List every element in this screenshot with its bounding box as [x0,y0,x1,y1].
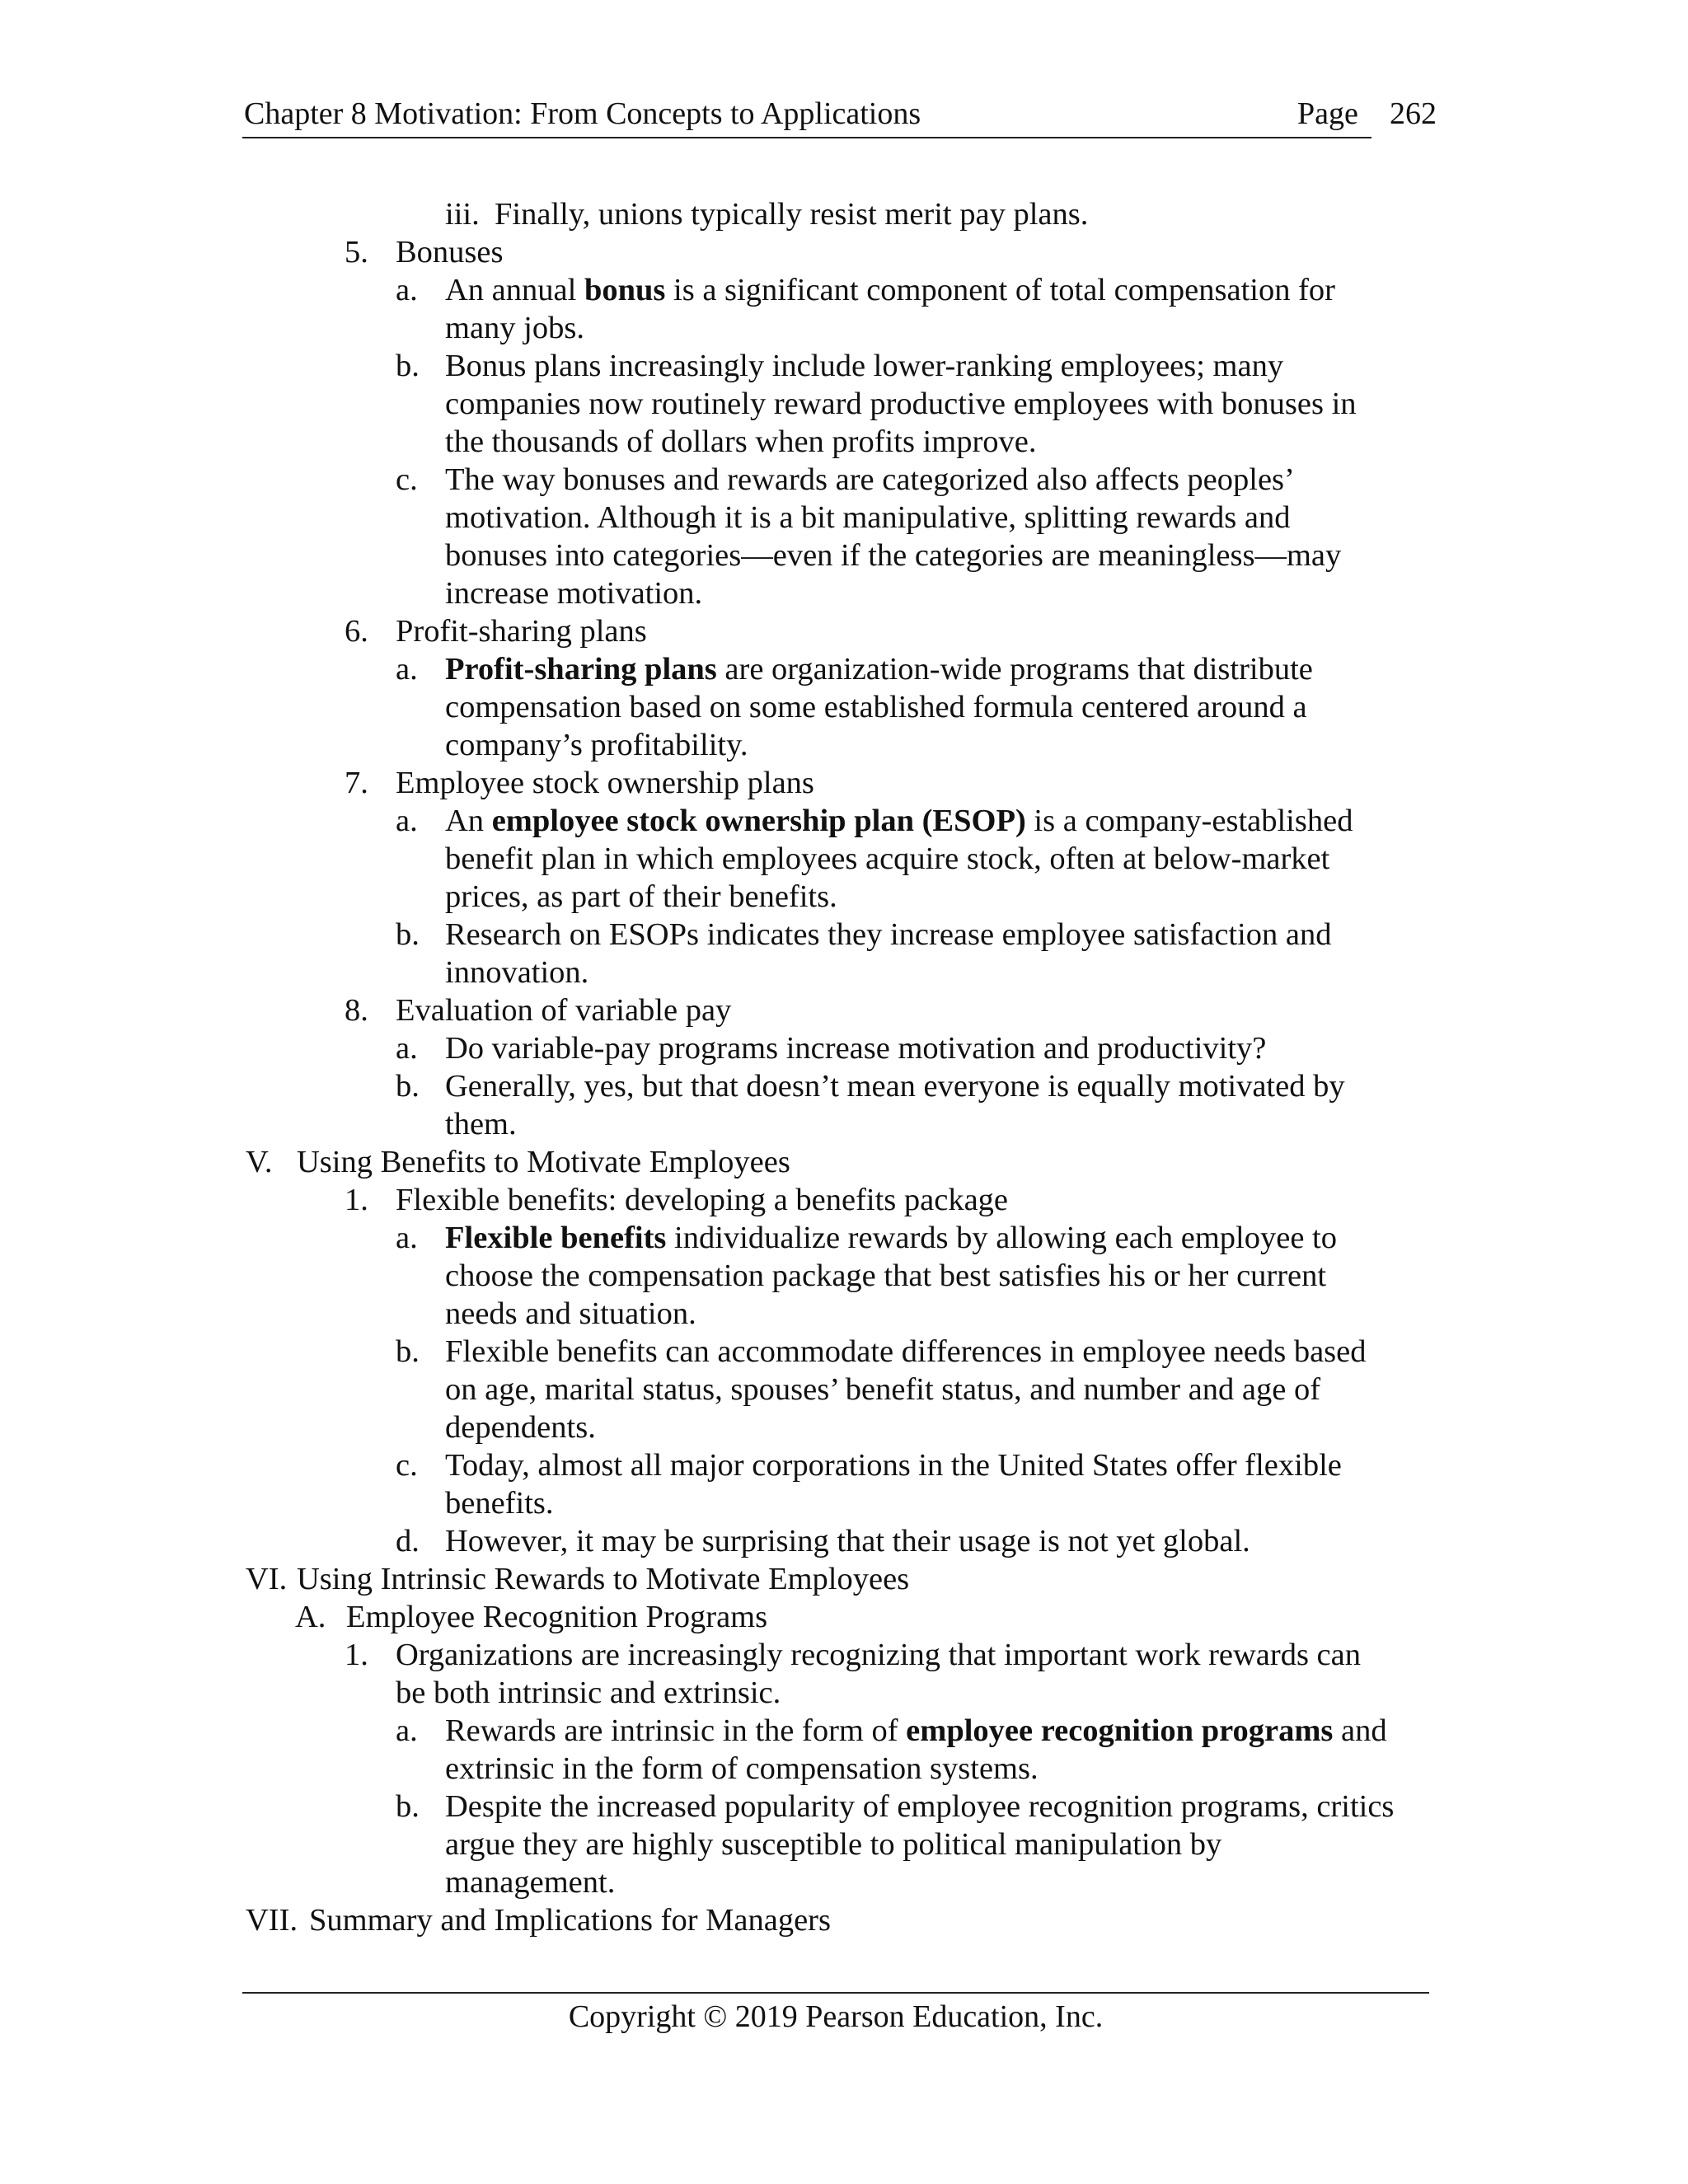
text-segment: the thousands of dollars when profits improve. [445,424,1037,459]
outline-text [445,1408,596,1446]
outline-text [396,1674,781,1712]
text-segment: Flexible benefits: developing a benefits package [396,1183,1009,1217]
outline-line [0,840,1688,878]
outline-marker: b. [396,1334,420,1369]
text-segment: Summary and Implications for Managers [309,1903,831,1938]
outline-text [445,347,1283,385]
text-segment: benefits. [445,1486,554,1521]
outline-text [445,1333,1366,1371]
outline-marker: 5. [345,235,368,269]
text-segment: companies now routinely reward productive employees with bonuses in [445,387,1357,421]
text-segment: be both intrinsic and extrinsic. [396,1675,781,1710]
outline-body [0,195,1688,1939]
outline-line [0,1408,1688,1446]
outline-marker: a. [396,1221,418,1255]
footer-divider [242,1992,1429,1994]
outline-line [0,423,1688,461]
outline-marker: 7. [345,766,368,800]
outline-text [445,1522,1250,1560]
text-segment: Finally, unions typically resist merit pay plans. [495,197,1089,232]
outline-text [445,1863,615,1901]
text-segment: management. [445,1865,616,1900]
outline-line [0,726,1688,764]
outline-text [297,1560,909,1598]
outline-line [0,1219,1688,1257]
outline-text [445,1257,1326,1295]
outline-marker: VII. [246,1903,298,1938]
outline-text [445,461,1295,499]
text-segment: company’s profitability. [445,728,748,762]
outline-line [0,1371,1688,1408]
text-segment: increase motivation. [445,576,703,611]
outline-text [445,1446,1342,1484]
bold-term: bonus [584,273,666,307]
outline-text [445,309,584,347]
outline-line [0,1598,1688,1636]
outline-marker: a. [396,804,418,838]
text-segment: individualize rewards by allowing each employee to [666,1221,1337,1255]
outline-text [445,271,1335,309]
outline-text [445,688,1307,726]
text-segment: Bonuses [396,235,504,269]
bold-term: Flexible benefits [445,1221,667,1255]
text-segment: many jobs. [445,311,584,345]
outline-marker: VI. [246,1562,288,1596]
outline-marker: b. [396,917,420,952]
text-segment: Today, almost all major corporations in the United States offer flexible [445,1448,1342,1483]
outline-text [445,1371,1320,1408]
outline-marker: b. [396,349,420,383]
outline-text [445,1484,554,1522]
outline-line [0,1446,1688,1484]
outline-line [0,1333,1688,1371]
outline-text [445,499,1290,537]
bold-term: Profit-sharing plans [445,652,717,687]
outline-text [445,537,1341,574]
outline-line [0,954,1688,991]
outline-text [445,1788,1394,1825]
outline-line [0,1143,1688,1181]
copyright-footer: Copyright © 2019 Pearson Education, Inc. [568,1999,1104,2034]
outline-text [396,612,647,650]
outline-text [309,1901,831,1939]
outline-line [0,1029,1688,1067]
text-segment: Generally, yes, but that doesn’t mean everyone is equally motivated by [445,1069,1345,1104]
outline-text [396,1636,1361,1674]
outline-text [396,764,814,802]
outline-text [445,840,1329,878]
outline-line [0,764,1688,802]
text-segment: Employee stock ownership plans [396,766,814,800]
outline-text [396,233,503,271]
text-segment: Rewards are intrinsic in the form of [445,1713,907,1748]
outline-text [445,1712,1387,1750]
outline-marker: c. [396,462,418,497]
text-segment: are organization-wide programs that distribute [716,652,1313,687]
text-segment: on age, marital status, spouses’ benefit status, and number and age of [445,1372,1321,1407]
outline-marker: b. [396,1069,420,1104]
outline-marker: V. [246,1145,273,1179]
text-segment: Profit-sharing plans [396,614,647,649]
outline-marker: d. [396,1524,420,1558]
outline-text [445,1295,696,1333]
outline-line [0,385,1688,423]
outline-marker: 6. [345,614,368,649]
outline-marker: 1. [345,1638,368,1672]
outline-line [0,1295,1688,1333]
outline-text [445,1825,1221,1863]
text-segment: compensation based on some established formula centered around a [445,690,1307,724]
text-segment: However, it may be surprising that their usage is not yet global. [445,1524,1250,1558]
outline-line [0,878,1688,916]
outline-line [0,574,1688,612]
outline-text [445,1750,1039,1788]
outline-text [396,991,731,1029]
text-segment: bonuses into categories—even if the categories are meaningless—may [445,538,1342,573]
text-segment: Using Benefits to Motivate Employees [297,1145,790,1179]
outline-line [0,1750,1688,1788]
text-segment: needs and situation. [445,1296,696,1331]
text-segment: An annual [445,273,584,307]
outline-line [0,1825,1688,1863]
outline-line [0,1067,1688,1105]
text-segment: is a significant component of total compensation for [665,273,1335,307]
text-segment: and [1333,1713,1387,1748]
outline-line [0,1674,1688,1712]
outline-text [495,195,1088,233]
text-segment: Evaluation of variable pay [396,993,732,1028]
outline-marker: b. [396,1789,420,1824]
outline-line [0,309,1688,347]
text-segment: Despite the increased popularity of employee recognition programs, critics [445,1789,1395,1824]
outline-marker: A. [295,1600,326,1634]
outline-text [445,385,1357,423]
text-segment: argue they are highly susceptible to political manipulation by [445,1827,1222,1862]
outline-marker: iii. [445,197,480,232]
outline-line [0,1484,1688,1522]
outline-line [0,650,1688,688]
text-segment: motivation. Although it is a bit manipulative, splitting rewards and [445,500,1291,535]
text-segment: them. [445,1107,517,1141]
text-segment: Flexible benefits can accommodate differences in employee needs based [445,1334,1367,1369]
text-segment: Do variable-pay programs increase motivation and productivity? [445,1031,1267,1066]
text-segment: Using Intrinsic Rewards to Motivate Employees [297,1562,910,1596]
outline-line [0,612,1688,650]
text-segment: innovation. [445,955,589,990]
header-divider [242,137,1372,138]
outline-text [445,916,1332,954]
outline-line [0,1901,1688,1939]
outline-text [445,1219,1337,1257]
outline-marker: a. [396,1031,418,1066]
text-segment: The way bonuses and rewards are categorized also affects peoples’ [445,462,1295,497]
outline-line [0,1712,1688,1750]
outline-text [297,1143,790,1181]
outline-marker: 1. [345,1183,368,1217]
outline-text [445,1105,517,1143]
outline-line [0,1788,1688,1825]
outline-text [445,726,748,764]
outline-text [445,1029,1266,1067]
outline-line [0,1257,1688,1295]
outline-line [0,461,1688,499]
bold-term: employee recognition programs [906,1713,1334,1748]
chapter-title: Chapter 8 Motivation: From Concepts to Applications [244,96,921,131]
outline-line [0,1181,1688,1219]
outline-line [0,233,1688,271]
outline-line [0,1560,1688,1598]
text-segment: dependents. [445,1410,596,1445]
outline-text [445,574,702,612]
text-segment: choose the compensation package that best satisfies his or her current [445,1258,1327,1293]
outline-marker: a. [396,1713,418,1748]
text-segment: benefit plan in which employees acquire stock, often at below-market [445,841,1330,876]
outline-text [445,954,588,991]
outline-text [396,1181,1008,1219]
outline-line [0,991,1688,1029]
bold-term: employee stock ownership plan (ESOP) [491,804,1026,838]
outline-marker: a. [396,273,418,307]
outline-line [0,271,1688,309]
outline-text [346,1598,767,1636]
outline-text [445,802,1353,840]
outline-line [0,1636,1688,1674]
outline-text [445,650,1313,688]
text-segment: An [445,804,492,838]
outline-marker: 8. [345,993,368,1028]
outline-text [445,423,1036,461]
text-segment: Employee Recognition Programs [346,1600,768,1634]
outline-text [445,1067,1345,1105]
text-segment: Research on ESOPs indicates they increase employee satisfaction and [445,917,1332,952]
outline-line [0,347,1688,385]
outline-line [0,499,1688,537]
text-segment: Bonus plans increasingly include lower-ranking employees; many [445,349,1284,383]
text-segment: Organizations are increasingly recognizing that important work rewards can [396,1638,1361,1672]
outline-line [0,688,1688,726]
outline-line [0,1105,1688,1143]
outline-line [0,802,1688,840]
outline-line [0,195,1688,233]
page-label: Page [1297,96,1358,131]
page-number: 262 [1390,96,1437,131]
outline-line [0,1522,1688,1560]
outline-line [0,916,1688,954]
outline-text [445,878,837,916]
outline-marker: a. [396,652,418,687]
outline-line [0,537,1688,574]
text-segment: extrinsic in the form of compensation systems. [445,1751,1039,1786]
outline-marker: c. [396,1448,418,1483]
outline-line [0,1863,1688,1901]
text-segment: is a company-established [1025,804,1353,838]
text-segment: prices, as part of their benefits. [445,879,837,914]
